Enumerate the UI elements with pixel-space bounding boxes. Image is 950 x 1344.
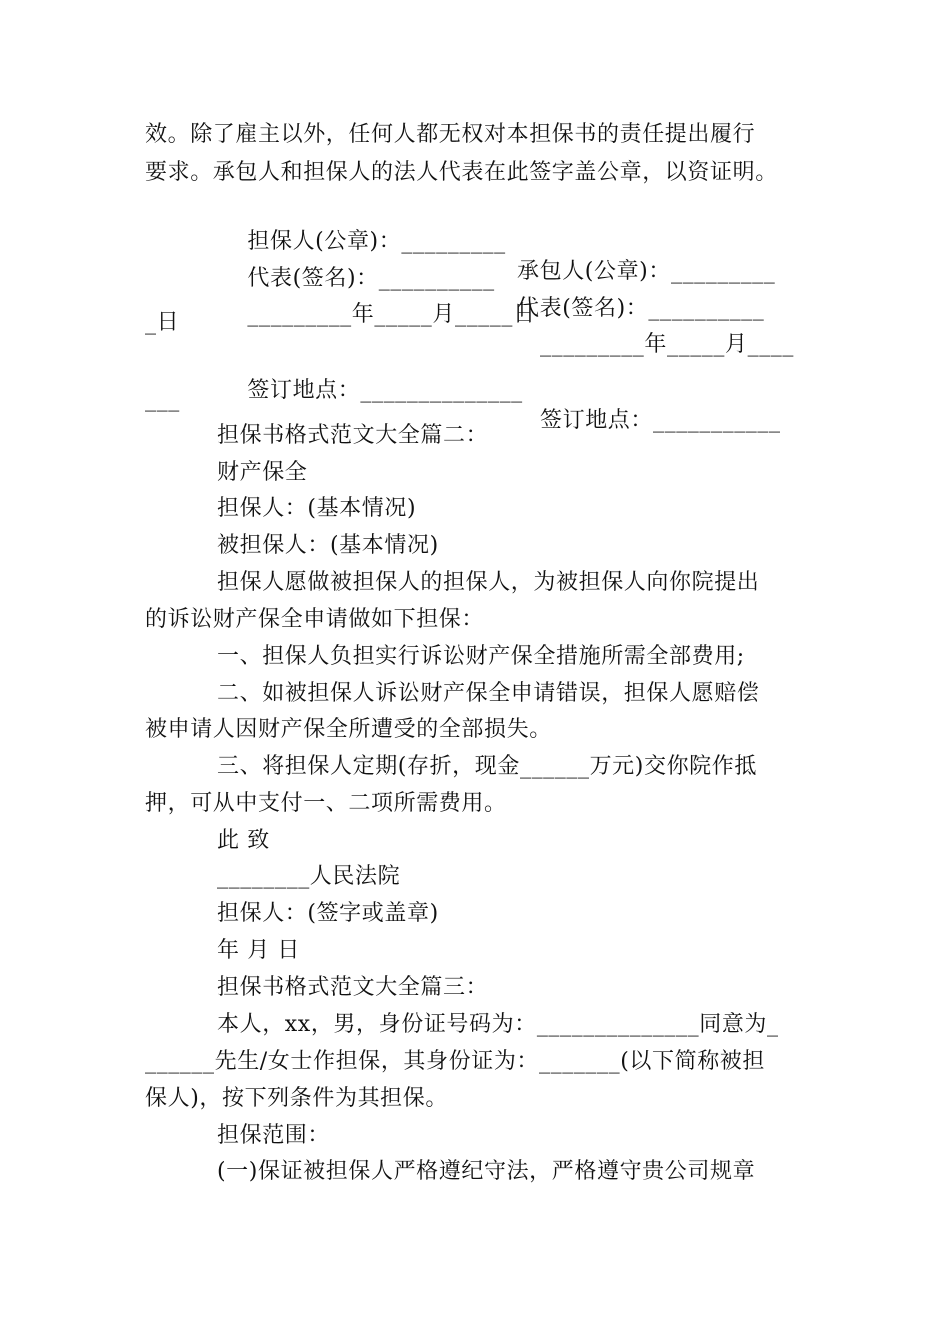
guarantor-rep-field: 代表(签名)：__________ xyxy=(247,266,495,291)
guarantor-date-field: _________年_____月_____日 xyxy=(247,302,536,327)
text-line: ______先生/女士作担保，其身份证为：_______(以下简称被担 xyxy=(145,1049,765,1074)
text-line: 年 月 日 xyxy=(217,938,300,963)
text-line: _日 xyxy=(145,310,180,335)
section-heading: 担保书格式范文大全篇三： xyxy=(217,975,489,1000)
text-line: 担保人愿做被担保人的担保人，为被担保人向你院提出 xyxy=(217,570,760,595)
contractor-seal-field: 承包人(公章)：_________ xyxy=(517,259,776,284)
guarantor-seal-field: 担保人(公章)：_________ xyxy=(247,229,506,254)
text-line: 担保人：(基本情况) xyxy=(217,496,417,521)
text-line: ___ xyxy=(145,387,180,412)
text-line: 三、将担保人定期(存折，现金______万元)交你院作抵 xyxy=(217,754,757,779)
text-line: 要求。承包人和担保人的法人代表在此签字盖公章，以资证明。 xyxy=(145,160,778,185)
contractor-place-field: 签订地点：___________ xyxy=(540,408,781,433)
text-line: (一)保证被担保人严格遵纪守法，严格遵守贵公司规章 xyxy=(217,1159,756,1184)
text-line: 此 致 xyxy=(217,828,270,853)
text-line: 押，可从中支付一、二项所需费用。 xyxy=(145,791,507,816)
text-line: 本人，xx，男，身份证号码为：______________同意为_ xyxy=(217,1012,779,1037)
text-line: 被担保人：(基本情况) xyxy=(217,533,439,558)
text-line: 担保人：(签字或盖章) xyxy=(217,901,439,926)
text-line: 的诉讼财产保全申请做如下担保： xyxy=(145,607,485,632)
text-line: ________人民法院 xyxy=(217,864,401,889)
text-line: 担保范围： xyxy=(217,1123,331,1148)
text-line: 财产保全 xyxy=(217,460,308,485)
contractor-date-field: _________年_____月____ xyxy=(540,332,794,357)
guarantor-place-field: 签订地点：______________ xyxy=(247,378,523,403)
text-line: 二、如被担保人诉讼财产保全申请错误，担保人愿赔偿 xyxy=(217,681,760,706)
section-heading: 担保书格式范文大全篇二： xyxy=(217,423,489,448)
text-line: 保人)，按下列条件为其担保。 xyxy=(145,1086,448,1111)
text-line: 被申请人因财产保全所遭受的全部损失。 xyxy=(145,717,552,742)
text-line: 效。除了雇主以外，任何人都无权对本担保书的责任提出履行 xyxy=(145,122,756,147)
text-line: 一、担保人负担实行诉讼财产保全措施所需全部费用; xyxy=(217,644,745,669)
contractor-rep-field: 代表(签名)：__________ xyxy=(517,296,765,321)
